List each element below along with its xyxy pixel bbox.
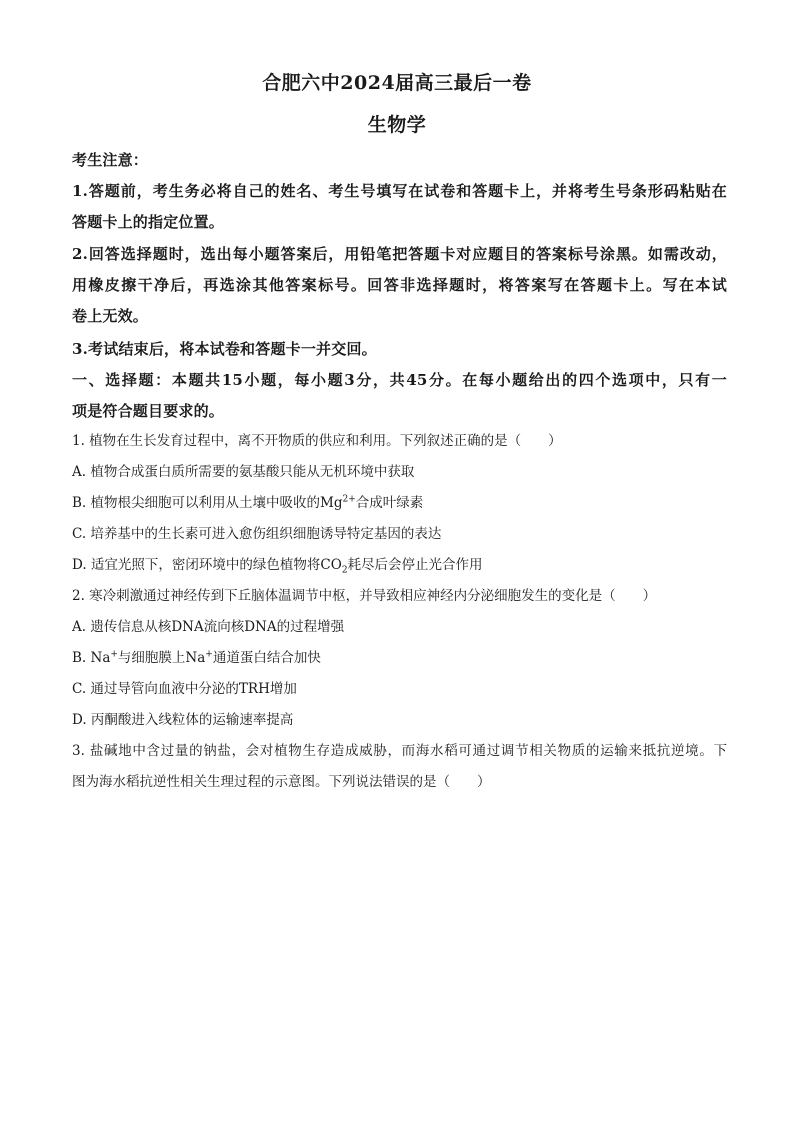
section-1-heading-line-2: 项是符合题目要求的。 [72,402,225,420]
subject-title: 生物学 [367,114,427,136]
exam-title: 合肥六中2024届高三最后一卷 [262,72,532,94]
q2-option-b-text-1: B. Na [72,650,111,666]
q1-option-b-text-1: B. 植物根尖细胞可以利用从土壤中吸收的Mg [72,495,343,511]
q2-option-b-text-3: 通道蛋白结合加快 [212,650,321,666]
notice-item-2-line-3: 卷上无效。 [72,307,149,325]
question-1-option-d [72,555,727,575]
q1-option-b-superscript: 2+ [342,494,356,505]
section-1-heading-line-1: 一、选择题：本题共15小题，每小题3分，共45分。在每小题给出的四个选项中，只有一 [72,371,727,389]
notice-item-3: 3.考试结束后，将本试卷和答题卡一并交回。 [72,340,377,358]
question-2-stem: 2. 寒冷刺激通过神经传到下丘脑体温调节中枢，并导致相应神经内分泌细胞发生的变化是（ ） [72,588,657,604]
notice-item-2-line-1: 2.回答选择题时，选出每小题答案后，用铅笔把答题卡对应题目的答案标号涂黑。如需改动， [72,245,727,263]
question-3-stem-line-2: 图为海水稻抗逆性相关生理过程的示意图。下列说法错误的是（ ） [72,774,491,790]
question-1-option-b [72,493,727,513]
question-2-option-a: A. 遗传信息从核DNA流向核DNA的过程增强 [72,619,345,635]
notice-heading: 考生注意： [72,151,149,169]
question-2-option-c: C. 通过导管向血液中分泌的TRH增加 [72,681,297,697]
question-2-option-d: D. 丙酮酸进入线粒体的运输速率提高 [72,712,294,728]
question-3-stem-line-1: 3. 盐碱地中含过量的钠盐，会对植物生存造成威胁，而海水稻可通过调节相关物质的运输来抵抗逆境。下 [72,743,727,759]
q2-option-b-superscript-2: + [205,649,213,660]
question-2-option-b [72,648,727,668]
question-1-option-a: A. 植物合成蛋白质所需要的氨基酸只能从无机环境中获取 [72,464,415,480]
q1-option-d-text-2: 耗尽后会停止光合作用 [347,557,483,573]
notice-item-1-line-2: 答题卡上的指定位置。 [72,213,225,231]
q1-option-d-subscript: 2 [341,565,348,576]
q2-option-b-text-2: 与细胞膜上Na [117,650,206,666]
notice-item-2-line-2: 用橡皮擦干净后，再选涂其他答案标号。回答非选择题时，将答案写在答题卡上。写在本试 [72,276,727,294]
q1-option-d-text-1: D. 适宜光照下，密闭环境中的绿色植物将CO [72,557,342,573]
q2-option-b-superscript-1: + [110,649,118,660]
notice-item-1-line-1: 1.答题前，考生务必将自己的姓名、考生号填写在试卷和答题卡上，并将考生号条形码粘贴在 [72,182,727,200]
q1-option-b-text-2: 合成叶绿素 [355,495,424,511]
question-1-stem: 1. 植物在生长发育过程中，离不开物质的供应和利用。下列叙述正确的是（ ） [72,433,562,449]
question-1-option-c: C. 培养基中的生长素可进入愈伤组织细胞诱导特定基因的表达 [72,526,442,542]
